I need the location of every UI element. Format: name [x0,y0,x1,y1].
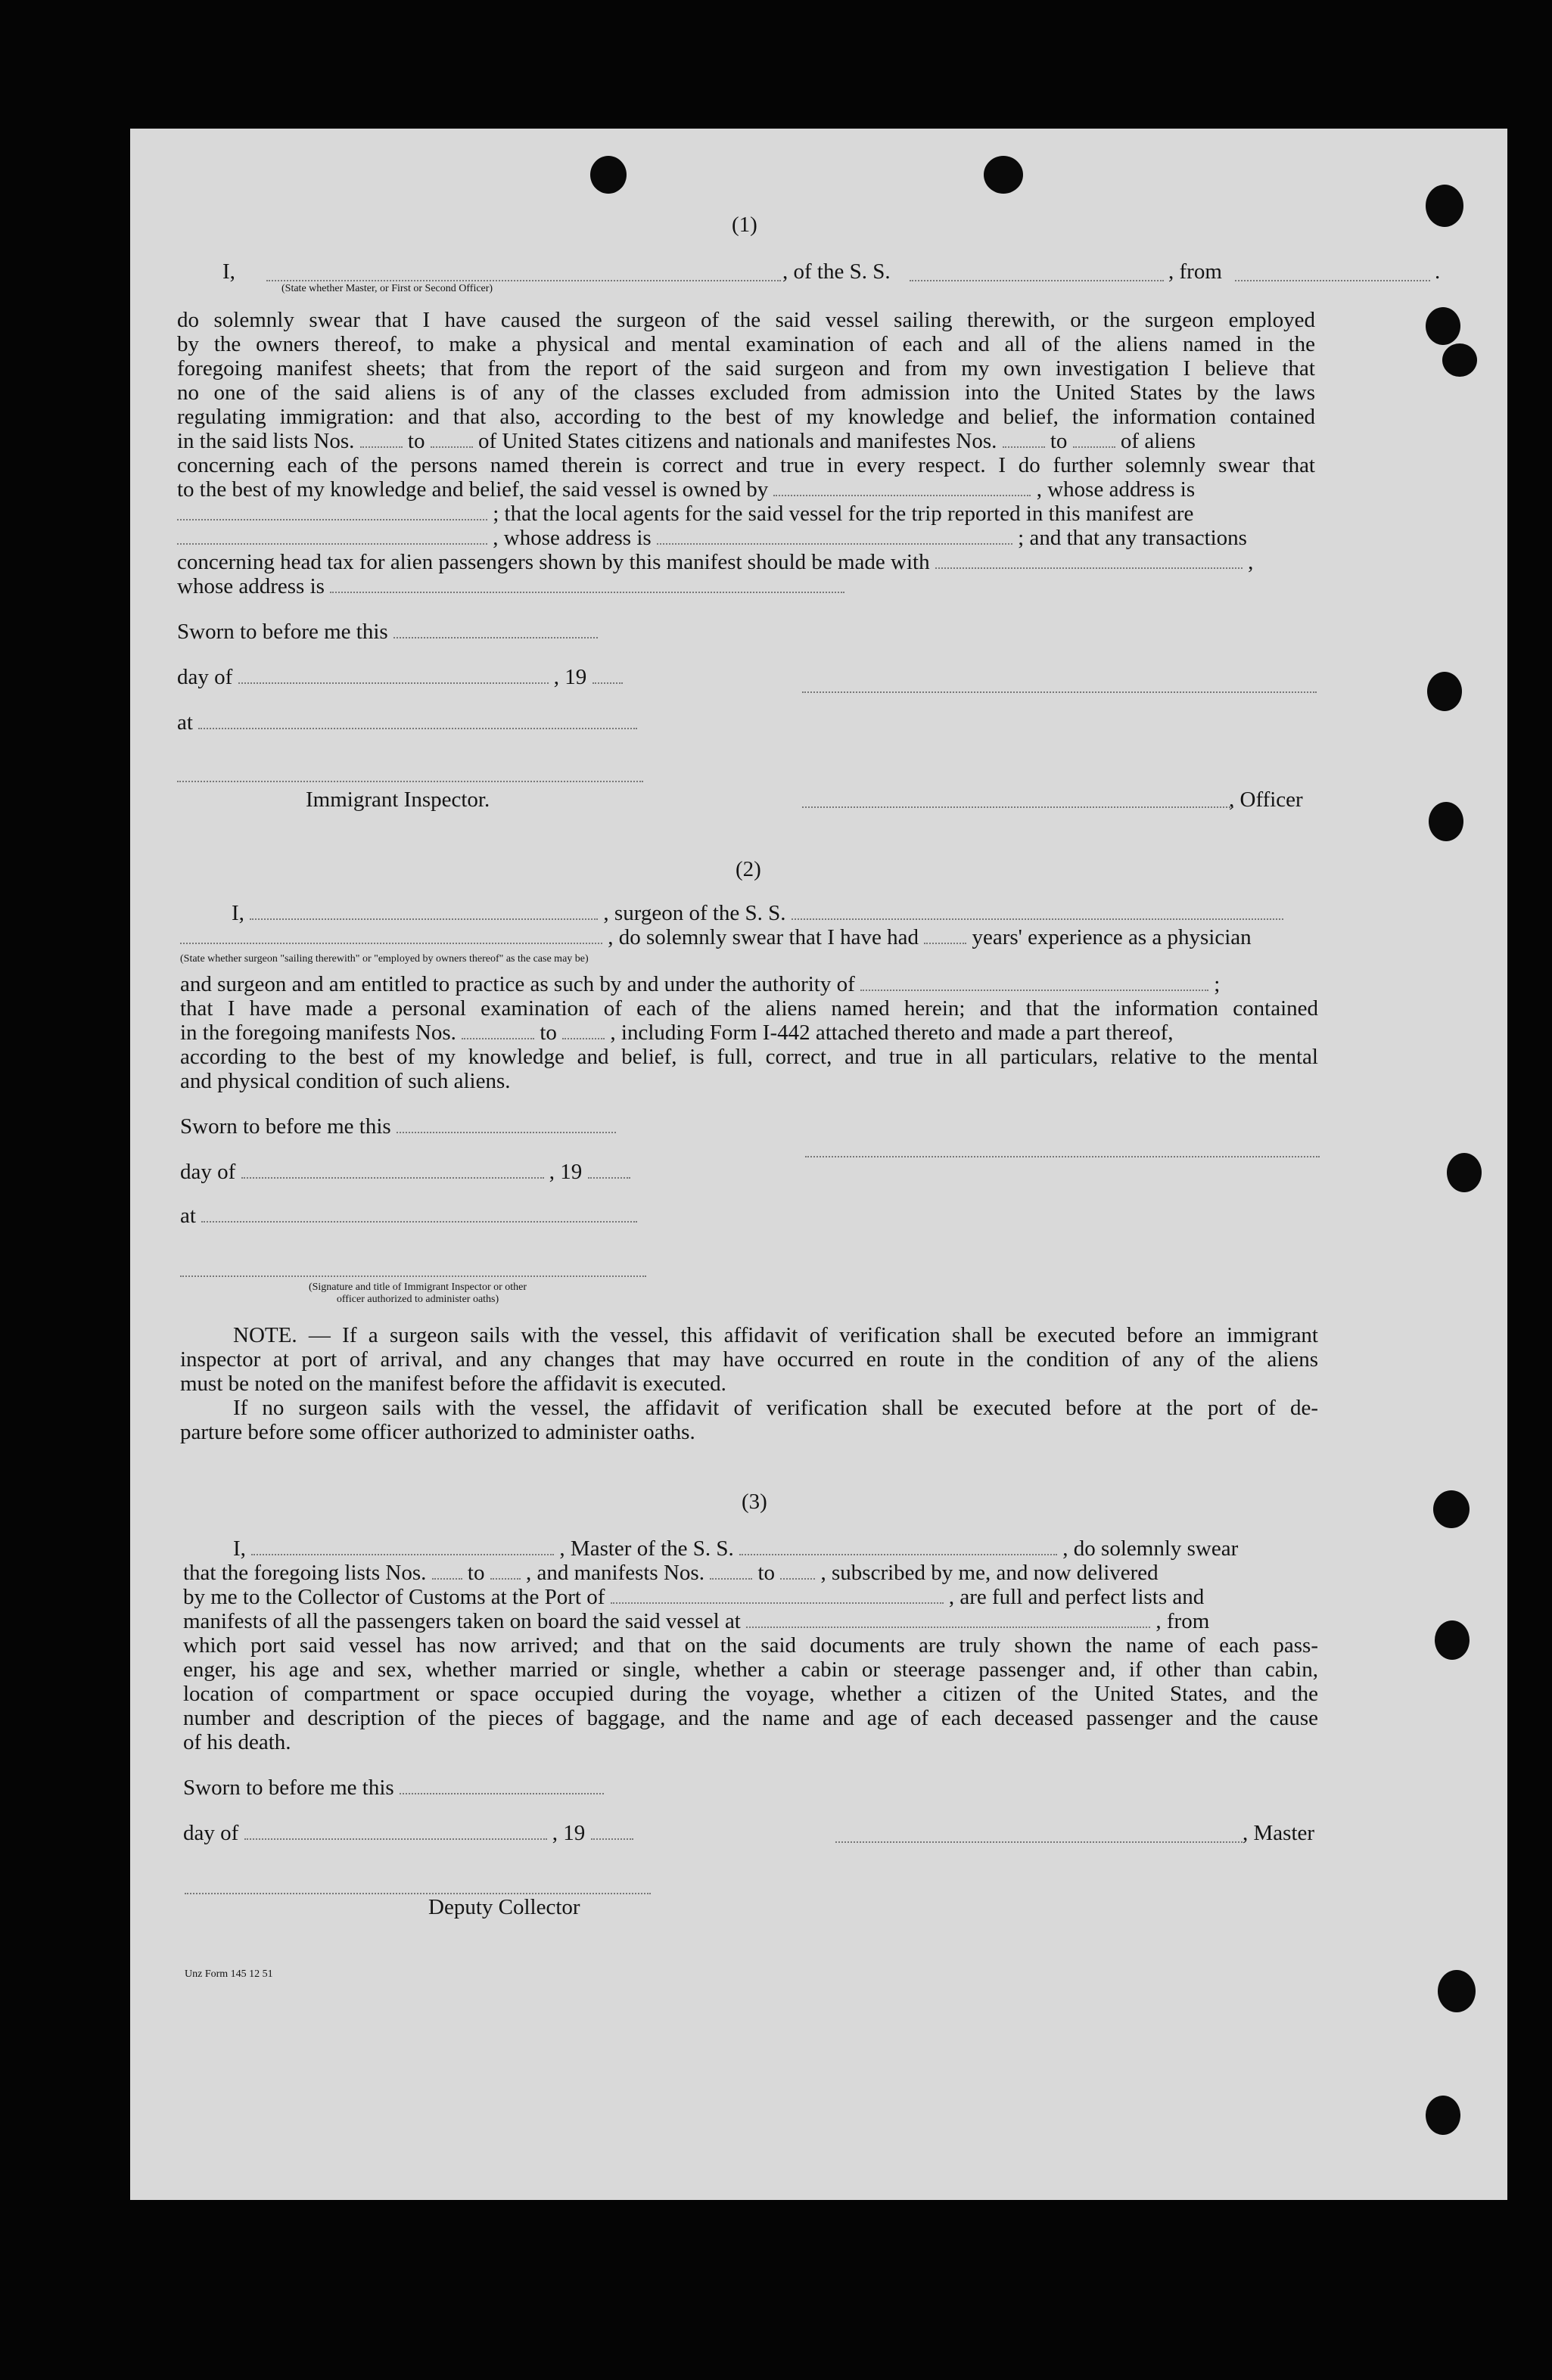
s3-master-of-ss: , Master of the S. S. [559,1536,734,1561]
s1-agents-label: ; that the local agents for the said vessel for the trip reported in this manifest are [493,502,1194,526]
s1-year-label: , 19 [553,665,587,689]
s3-line-2 [183,1560,1159,1586]
s1-comma: , [1248,550,1254,574]
s2-sworn [180,1114,616,1139]
s1-headtax-field[interactable] [935,551,1243,569]
s1-lists-label: in the said lists Nos. [177,429,355,453]
s3-master-signature-field[interactable] [835,1841,1243,1843]
s2-manifest-to-field[interactable] [562,1021,605,1039]
s2-surgeon-name-field[interactable] [180,926,602,944]
s1-year-field[interactable] [592,666,623,684]
s2-note-line: must be noted on the manifest before the affidavit is executed. [180,1372,726,1396]
s3-manifest-from-field[interactable] [710,1561,752,1580]
s3-year-field[interactable] [591,1822,633,1840]
s1-day-of-label: day of [177,665,233,689]
s1-para-line: regulating immigration: and that also, according to the best of my knowledge and belief, the information contained [177,405,1315,429]
s2-authority-label: and surgeon and am entitled to practice as such by and under the authority of [180,972,855,996]
s2-year-field[interactable] [588,1160,630,1179]
s3-sworn-day-field[interactable] [400,1776,604,1794]
s3-lists-label: that the foregoing lists Nos. [183,1561,427,1585]
s2-to-label: to [540,1021,557,1045]
s1-of-ss: , of the S. S. [782,259,891,284]
s2-line-1 [232,900,1283,926]
s1-to-label-2: to [1050,429,1068,453]
s2-line-2 [180,924,1252,950]
s3-vessel-field[interactable] [739,1537,1057,1555]
s1-officer-title-signature-field[interactable] [802,806,1233,808]
s1-of-aliens: of aliens [1120,429,1196,453]
s1-lists-line [177,428,1315,454]
s1-at [177,710,637,735]
s2-day-of-label: day of [180,1160,236,1184]
s2-manifest-from-field[interactable] [462,1021,534,1039]
punch-hole [1435,1620,1470,1660]
s1-officer-title-field[interactable] [266,280,781,281]
s1-sworn-label: Sworn to before me this [177,620,388,644]
s1-day-of [177,664,623,690]
s2-day-of [180,1159,630,1185]
s1-from-port-field[interactable] [1235,280,1430,281]
s2-sig-note-2: officer authorized to administer oaths) [336,1294,499,1305]
section-3-number: (3) [742,1490,767,1514]
s3-line-1 [233,1536,1238,1561]
s2-para-line: and physical condition of such aliens. [180,1069,511,1093]
s3-from-label: , from [1155,1609,1210,1633]
s1-inspector-label: Immigrant Inspector. [306,788,490,812]
punch-hole [590,156,627,194]
s1-inspector-signature-field[interactable] [177,781,643,782]
s3-subscribed-label: , subscribed by me, and now delivered [820,1561,1159,1585]
s2-years-field[interactable] [924,926,966,944]
s2-para-line: that I have made a personal examination of each of the aliens named herein; and that the information contained [180,996,1318,1021]
s2-vessel-field[interactable] [792,902,1283,920]
s1-agents-address-line [177,525,1247,551]
s2-semicolon: ; [1214,972,1221,996]
s2-sworn-day-field[interactable] [397,1115,616,1133]
s2-month-field[interactable] [241,1160,544,1179]
s1-sworn [177,619,598,645]
form-sheet [130,129,1507,2200]
s1-headtax-address-line [177,573,844,599]
s3-year-label: , 19 [552,1821,586,1845]
s3-i: I, [233,1536,246,1561]
s3-line-3 [183,1584,1204,1610]
s3-to-label-2: to [757,1561,776,1585]
punch-hole [1426,2096,1460,2135]
s1-note-master: (State whether Master, or First or Second Officer) [281,283,493,294]
punch-hole [1426,185,1463,227]
s1-whose-address-label-2: , whose address is [493,526,652,550]
s1-from: , from [1168,259,1222,284]
s2-authority-field[interactable] [860,973,1208,991]
section-2-number: (2) [736,857,761,881]
s2-at-place-field[interactable] [201,1204,637,1223]
s3-month-field[interactable] [244,1822,547,1840]
s2-sworn-label: Sworn to before me this [180,1114,391,1139]
s1-para-line: foregoing manifest sheets; that from the report of the said surgeon and from my own investigation I believe that [177,356,1315,381]
s1-owned-by-label: to the best of my knowledge and belief, the said vessel is owned by [177,477,769,502]
s2-note-line: parture before some officer authorized to administer oaths. [180,1420,695,1444]
s1-sworn-day-field[interactable] [393,620,598,638]
s1-transactions-label: ; and that any transactions [1018,526,1247,550]
s1-para-line: no one of the said aliens is of any of the classes excluded from admission into the United States by the laws [177,381,1315,405]
s1-manifest-from-field[interactable] [1003,430,1045,448]
punch-hole [1426,307,1460,345]
s3-manifest-to-field[interactable] [780,1561,815,1580]
s2-year-label: , 19 [549,1160,583,1184]
s2-at [180,1203,637,1229]
s2-at-label: at [180,1204,196,1228]
s1-period: . [1435,259,1441,284]
s1-vessel-name-field[interactable] [910,280,1164,281]
s3-master-label: , Master [1243,1821,1315,1845]
s3-manifests-label: , and manifests Nos. [525,1561,704,1585]
s3-para-line: location of compartment or space occupied during the voyage, whether a citizen of the United States, and the [183,1682,1318,1706]
s3-para-line: which port said vessel has now arrived; and that on the said documents are truly shown the name of each pass- [183,1633,1318,1658]
s3-para-line: number and description of the pieces of baggage, and the name and age of each deceased passenger and the cause [183,1706,1318,1730]
s3-day-of [183,1820,633,1846]
s3-port-field[interactable] [611,1586,944,1604]
s2-manifests-label: in the foregoing manifests Nos. [180,1021,456,1045]
s1-owner-address-field[interactable] [177,502,487,520]
punch-hole [984,156,1023,194]
s2-note-line: inspector at port of arrival, and any changes that may have occurred en route in the condition of any of the aliens [180,1347,1318,1372]
s1-para-line: do solemnly swear that I have caused the surgeon of the said vessel sailing therewith, or the surgeon employed [177,308,1315,332]
s2-form-label: , including Form I-442 attached thereto and made a part thereof, [610,1021,1174,1045]
s1-para-line: by the owners thereof, to make a physical and mental examination of each and all of the aliens named in the [177,332,1315,356]
s3-swear-label: , do solemnly swear [1062,1536,1239,1561]
s2-years-label: years' experience as a physician [972,925,1252,949]
s1-list-from-field[interactable] [360,430,403,448]
s3-lists-perfect-label: , are full and perfect lists and [948,1585,1205,1609]
s2-para-line: according to the best of my knowledge and belief, is full, correct, and true in all particulars, relative to the mental [180,1045,1318,1069]
s3-collector-signature-field[interactable] [185,1893,651,1894]
s2-line-5 [180,1020,1173,1046]
s3-sworn-label: Sworn to before me this [183,1776,394,1800]
s1-to-label: to [407,429,425,453]
s2-surgeon-signature-field[interactable] [805,1156,1320,1157]
punch-hole [1438,1970,1476,2012]
s1-list-to-field[interactable] [431,430,473,448]
form-id: Unz Form 145 12 51 [185,1968,273,1980]
s2-swear-label: , do solemnly swear that I have had [608,925,919,949]
s2-i: I, [232,901,244,925]
s3-to-label: to [467,1561,485,1585]
s2-note-line: NOTE. — If a surgeon sails with the vessel, this affidavit of verification shall be executed before an immigrant [233,1323,1318,1347]
s1-headtax-address-field[interactable] [330,575,844,593]
s2-note-line: If no surgeon sails with the vessel, the affidavit of verification shall be executed before at the port of de- [233,1396,1318,1420]
s1-para-line: concerning each of the persons named therein is correct and true in every respect. I do further solemnly swear that [177,453,1315,477]
s1-headtax-line [177,549,1253,575]
s1-owner-line [177,477,1195,502]
s3-master-name-field[interactable] [251,1537,554,1555]
s1-agents-field[interactable] [177,527,487,545]
s2-surgeon-type-field[interactable] [250,902,598,920]
punch-hole [1429,802,1463,841]
s1-at-place-field[interactable] [198,711,637,729]
s1-at-label: at [177,710,193,735]
s1-headtax-label: concerning head tax for alien passengers shown by this manifest should be made with [177,550,930,574]
s3-day-of-label: day of [183,1821,239,1845]
s1-officer-signature-field[interactable] [802,691,1317,693]
s1-officer-label: , Officer [1229,788,1303,812]
s3-list-from-field[interactable] [432,1561,462,1580]
s3-list-to-field[interactable] [490,1561,521,1580]
s1-agents-address-field[interactable] [657,527,1012,545]
s1-manifest-to-field[interactable] [1073,430,1115,448]
section-1-number: (1) [732,213,757,237]
s2-surgeon-of-ss: , surgeon of the S. S. [603,901,786,925]
s1-line-i: I, [222,259,235,284]
punch-hole [1427,672,1462,711]
s3-taken-label: manifests of all the passengers taken on board the said vessel at [183,1609,741,1633]
punch-hole [1447,1153,1482,1192]
s2-inspector-signature-field[interactable] [180,1275,646,1277]
s2-sig-note-1: (Signature and title of Immigrant Inspector or other [308,1282,527,1293]
s2-note-surgeon: (State whether surgeon "sailing therewith" or "employed by owners thereof" as the case may be) [180,953,589,965]
punch-hole [1442,343,1477,377]
s1-manifests-label: of United States citizens and nationals and manifestes Nos. [477,429,997,453]
s3-para-line: of his death. [183,1730,291,1754]
s3-line-4 [183,1608,1209,1634]
s3-sworn [183,1775,604,1801]
s1-whose-address-label: , whose address is [1036,477,1196,502]
s1-month-field[interactable] [238,666,549,684]
s3-para-line: enger, his age and sex, whether married or single, whether a cabin or steerage passenger and, if other than cabin, [183,1658,1318,1682]
s1-whose-address-label-3: whose address is [177,574,325,598]
punch-hole [1433,1490,1470,1528]
s3-collector-label: Deputy Collector [428,1895,580,1919]
s1-agents-line [177,501,1193,527]
s3-port-label: by me to the Collector of Customs at the Port of [183,1585,605,1609]
s1-owner-field[interactable] [773,478,1031,496]
s3-embark-port-field[interactable] [746,1610,1150,1628]
s2-line-3 [180,971,1318,997]
